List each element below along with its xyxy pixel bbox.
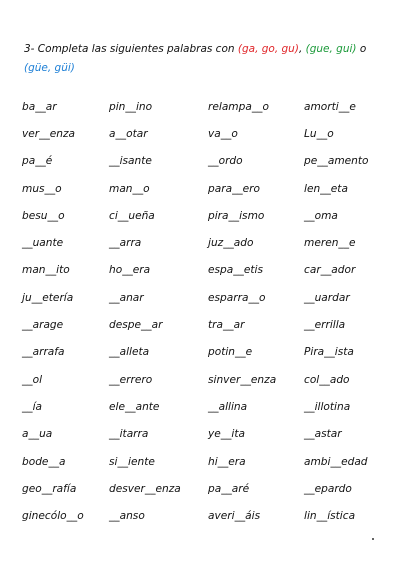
word-item: __errilla (304, 319, 346, 332)
group-guee-guei: (güe, güi) (24, 62, 75, 74)
word-item: __anso (109, 510, 145, 523)
word-item: ambi__edad (304, 455, 368, 468)
word-item: ver__enza (22, 127, 76, 140)
word-item: Pira__ista (304, 346, 354, 359)
word-item: espa__etis (208, 264, 263, 277)
word-item: juz__ado (208, 237, 254, 250)
word-item: len__eta (304, 182, 348, 195)
word-item: bode__a (22, 455, 66, 468)
word-item: meren__e (304, 237, 356, 250)
word-item: desver__enza (109, 482, 181, 495)
word-item: man__ito (22, 264, 70, 277)
word-item: hi__era (208, 455, 246, 468)
word-item: pin__ino (109, 100, 153, 113)
word-item: car__ador (304, 264, 356, 277)
word-item: __arage (22, 319, 64, 332)
word-item: a__ua (22, 428, 53, 441)
word-grid (22, 93, 399, 530)
word-item: pe__amento (304, 155, 369, 168)
word-item: geo__rafía (22, 482, 77, 495)
word-item: pira__ismo (208, 209, 265, 222)
word-item: __epardo (304, 482, 352, 495)
word-item: __ol (22, 373, 43, 386)
word-item: lin__ística (304, 510, 356, 523)
word-item: __uardar (304, 291, 350, 304)
word-item: __errero (109, 373, 153, 386)
word-item: __anar (109, 291, 144, 304)
word-item: despe__ar (109, 319, 163, 332)
word-item: col__ado (304, 373, 350, 386)
exercise-instructions (24, 40, 374, 78)
word-item: ele__ante (109, 400, 160, 413)
group-ga-go-gu: (ga, go, gu) (237, 43, 299, 55)
word-item: averi__áis (208, 510, 261, 523)
word-item: a__otar (109, 127, 148, 140)
group-gue-gui: (gue, gui) (305, 43, 357, 55)
word-item: __arrafa (22, 346, 65, 359)
word-item: __alleta (109, 346, 150, 359)
separator-2: o (356, 43, 367, 55)
word-item: __oma (304, 209, 338, 222)
word-item: ho__era (109, 264, 151, 277)
word-item: pa__é (22, 155, 53, 168)
word-item: ye__ita (208, 428, 245, 441)
word-item: __illotina (304, 400, 351, 413)
word-item: __ordo (208, 155, 243, 168)
word-item: man__o (109, 182, 150, 195)
word-item: potin__e (208, 346, 253, 359)
separator-1: , (298, 43, 306, 55)
word-item: ginecólo__o (22, 510, 84, 523)
word-item: relampa__o (208, 100, 269, 113)
word-item: __uante (22, 237, 64, 250)
word-item: ci__ueña (109, 209, 155, 222)
word-item: pa__aré (208, 482, 250, 495)
page-mark (372, 538, 374, 540)
instruction-text: 3- Completa las siguientes palabras con (24, 43, 238, 55)
word-item: ba__ar (22, 100, 57, 113)
word-item: Lu__o (304, 127, 334, 140)
word-item: esparra__o (208, 291, 266, 304)
word-item: __itarra (109, 428, 149, 441)
word-item: ju__etería (22, 291, 74, 304)
word-item: sinver__enza (208, 373, 277, 386)
word-item: amorti__e (304, 100, 356, 113)
word-item: va__o (208, 127, 238, 140)
word-item: __astar (304, 428, 342, 441)
word-item: __ía (22, 400, 43, 413)
word-item: si__iente (109, 455, 155, 468)
word-item: para__ero (208, 182, 261, 195)
word-item: __isante (109, 155, 152, 168)
word-item: besu__o (22, 209, 65, 222)
word-item: tra__ar (208, 319, 245, 332)
word-item: mus__o (22, 182, 62, 195)
word-item: __allina (208, 400, 248, 413)
word-item: __arra (109, 237, 142, 250)
